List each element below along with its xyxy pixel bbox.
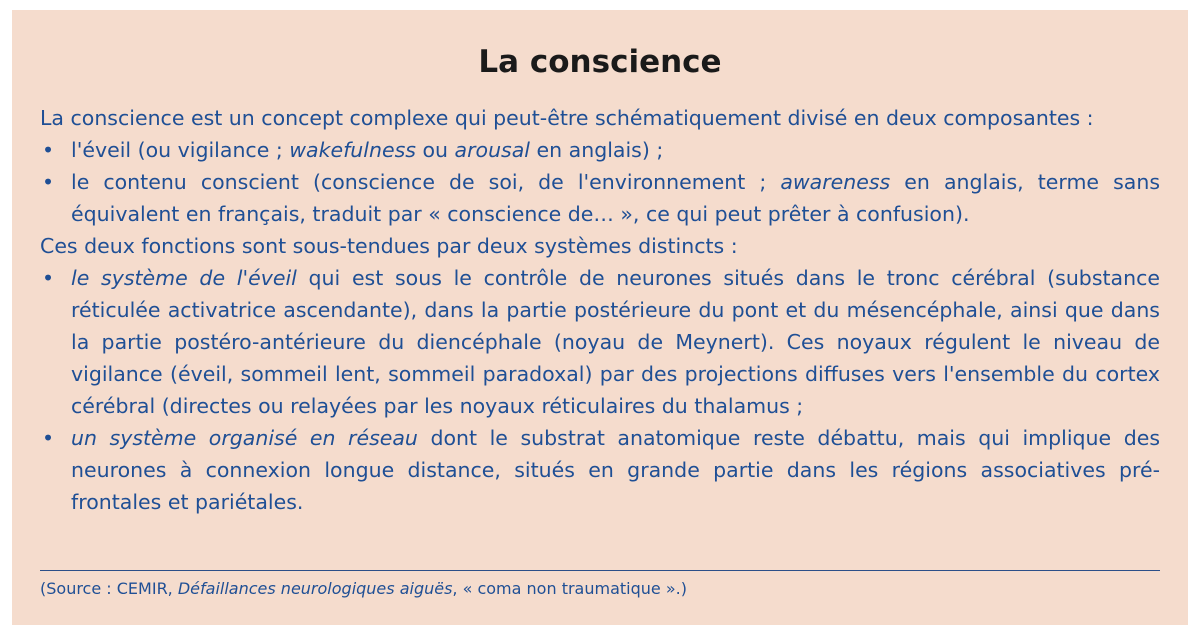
item-italic: le système de l'éveil [71, 266, 297, 290]
bullet: • [42, 170, 55, 194]
bullet: • [42, 426, 55, 450]
box-title: La conscience [478, 44, 722, 80]
systems-paragraph: Ces deux fonctions sont sous-tendues par deux systèmes distincts : [40, 234, 738, 258]
list-item [40, 422, 1160, 518]
item-italic: wakefulness [289, 138, 416, 162]
item-italic: awareness [780, 170, 891, 194]
bullet: • [42, 266, 55, 290]
item-italic: un système organisé en réseau [71, 426, 418, 450]
item-text: ou [415, 138, 455, 162]
info-box [12, 10, 1188, 625]
bullet: • [42, 138, 55, 162]
item-text: qui est sous le contrôle de neurones situés dans le tronc cérébral (substance réticulée activatrice ascendante), dans la partie postérieure du pont et du mésencéphale, ainsi que dans la partie postéro-antérieure du diencéphale (noyau de Meynert). Ces noyaux régulent le niveau de vigilance (éveil, sommeil lent, sommeil paradoxal) par des projections diffuses vers l'ensemble du cortex cérébral (directes ou relayées par les noyaux réticulaires du thalamus ; [71, 266, 1160, 418]
item-text: le contenu conscient (conscience de soi, de l'environnement ; [71, 170, 781, 194]
source-text: (Source : CEMIR, [40, 579, 178, 598]
source-citation [40, 578, 687, 600]
list-item [40, 262, 1160, 422]
item-text: dont le substrat anatomique reste débattu, mais qui implique des neurones à connexion longue distance, situés en grande partie dans les régions associatives pré-frontales et pariétales. [71, 426, 1160, 514]
source-text: , « coma non traumatique ».) [452, 579, 687, 598]
intro-paragraph: La conscience est un concept complexe qui peut-être schématiquement divisé en deux composantes : [40, 106, 1094, 130]
source-italic: Défaillances neurologiques aiguës [177, 579, 453, 598]
item-italic: arousal [454, 138, 530, 162]
item-text: en anglais) ; [530, 138, 664, 162]
box-body [40, 102, 1160, 518]
systems-list [40, 262, 1160, 518]
list-item [40, 134, 1160, 166]
item-text: l'éveil (ou vigilance ; [71, 138, 290, 162]
list-item [40, 166, 1160, 230]
item-text: en anglais, terme sans équivalent en français, traduit par « conscience de… », ce qui peut prêter à confusion). [71, 170, 1160, 226]
components-list [40, 134, 1160, 230]
divider-rule [40, 570, 1160, 571]
